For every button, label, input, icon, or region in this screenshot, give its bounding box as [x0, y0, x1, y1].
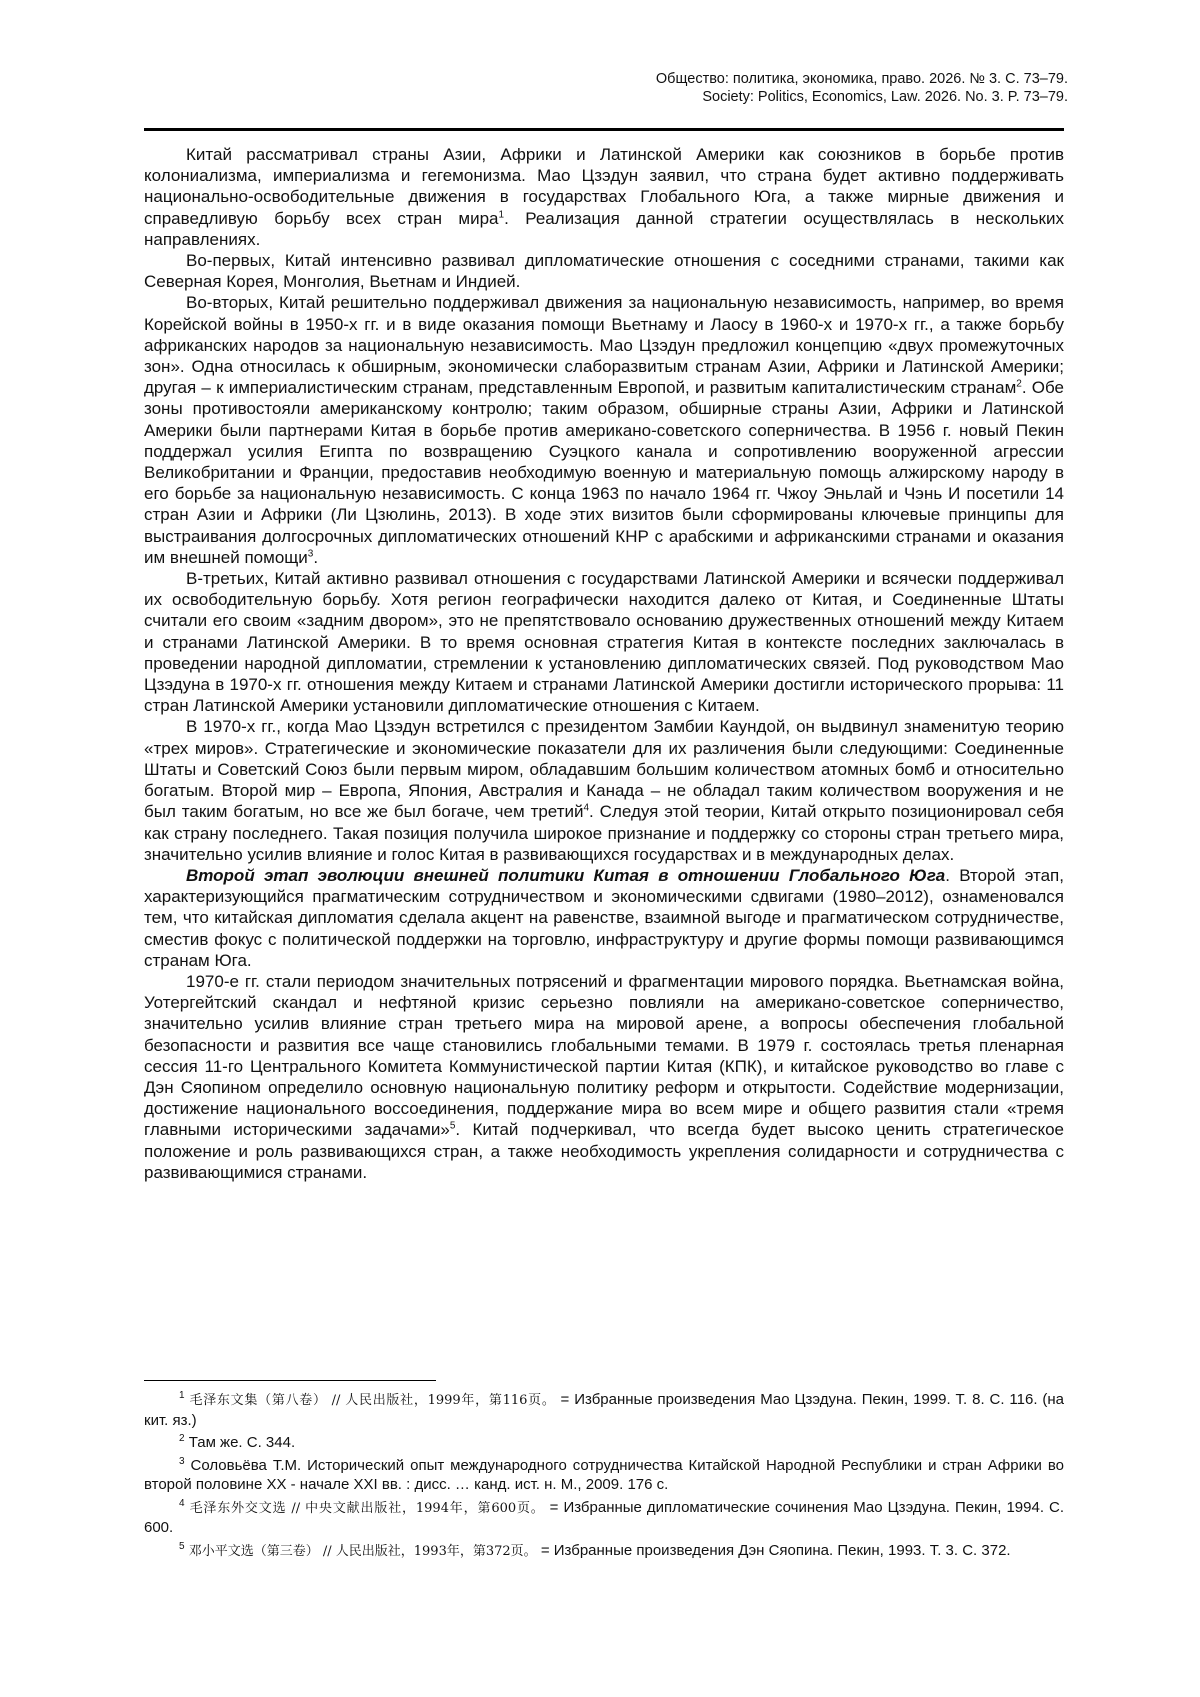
header-rule — [144, 128, 1064, 131]
footnote-cjk-title: 毛泽东文集（第八卷） // 人民出版社，1999年，第116页。 — [189, 1393, 556, 1408]
paragraph: Во-вторых, Китай решительно поддерживал движения за национальную независимость, например, во время Корейской войны в 1950-х гг. и в виде оказания помощи Вьетнаму и Лаосу в 1960-х и 1970-х гг., а также борьбу африканских народов за национальную независимость. Мао Цзэдун предложил концепцию «двух промежуточных зон». Одна относилась к обширным, экономически слаборазвитым странам Азии, Африки и Латинской Америки; другая – к империалистическим странам, представленным Европой, и развитым капиталистическим странам$^2$. Обе зоны противостояли американскому контролю; таким образом, обширные страны Азии, Африки и Латинской Америки были партнерами Китая в борьбе против американо-советского соперничества. В 1956 г. новый Пекин поддержал усилия Египта по возвращению Суэцкого канала и сопротивлению вооруженной агрессии Великобритании и Франции, предоставив необходимую военную и материальную помощь алжирскому народу в его борьбе за национальную независимость. С конца 1963 по начало 1964 гг. Чжоу Эньлай и Чэнь И посетили 14 стран Азии и Африки (Ли Цзюлинь, 2013). В ходе этих визитов были сформированы ключевые принципы для выстраивания долгосрочных дипломатических отношений КНР с арабскими и африканскими странами и оказания им внешней помощи$^3$. — [144, 293, 1064, 567]
paragraph: Во-первых, Китай интенсивно развивал дипломатические отношения с соседними странами, такими как Северная Корея, Монголия, Вьетнам и Индией. — [144, 251, 1064, 292]
footnote: $^1$ 毛泽东文集（第八卷） // 人民出版社，1999年，第116页。 = Избранные произведения Мао Цзэдуна. Пекин, 1999. Т. 8. С. 116. (на кит. яз.) — [144, 1390, 1065, 1429]
footnote-number: 4 — [179, 1497, 185, 1509]
footnote-ref[interactable]: 4 — [583, 802, 590, 814]
footnote-ref[interactable]: 5 — [449, 1120, 456, 1132]
footnote: $^3$ Соловьёва Т.М. Исторический опыт международного сотрудничества Китайской Народной Республики и стран Африки во второй половине XX - начале XXI вв. : дисс. … канд. ист. н. М., 2009. 176 с. — [144, 1455, 1064, 1493]
paragraph: 1970-е гг. стали периодом значительных потрясений и фрагментации мирового порядка. Вьетнамская война, Уотергейтский скандал и нефтяной кризис серьезно повлияли на американо-советское соперничество, значительно усилив влияние стран третьего мира на мировой арене, а вопросы обеспечения глобальной безопасности и развития все чаще становились глобальными темами. В 1979 г. состоялась третья пленарная сессия 11-го Центрального Комитета Коммунистической партии Китая (КПК), и китайское руководство во главе с Дэн Сяопином определило основную национальную политику реформ и открытости. Содействие модернизации, достижение национального воссоединения, поддержание мира во всем мире и общего развития стали «тремя главными историческими задачами»$^5$. Китай подчеркивал, что всегда будет высоко ценить стратегическое положение и роль развивающихся стран, а также необходимость укрепления солидарности и сотрудничества с развивающимися странами. — [144, 971, 1064, 1182]
paragraph: Китай рассматривал страны Азии, Африки и Латинской Америки как союзников в борьбе против колониализма, империализма и гегемонизма. Мао Цзэдун заявил, что страна будет активно поддерживать национально-освободительные движения в государствах Глобального Юга, а также мирные движения и справедливую борьбу всех стран мира$^1$. Реализация данной стратегии осуществлялась в нескольких направлениях. — [144, 145, 1064, 249]
footnote-number: 1 — [179, 1390, 185, 1401]
section-heading: Второй этап эволюции внешней политики Китая в отношении Глобального Юга — [186, 865, 946, 885]
footnote-number: 3 — [179, 1455, 185, 1467]
footnote-cjk-title: 毛泽东外交文选 // 中央文献出版社，1994年，第600页。 — [189, 1500, 545, 1516]
footnote-number: 5 — [179, 1540, 185, 1552]
article-body — [144, 144, 1064, 1183]
footnote-ref[interactable]: 3 — [307, 548, 314, 560]
journal-header — [656, 70, 1068, 106]
footnotes — [144, 1390, 1064, 1564]
footnote: $^5$ 邓小平文选（第三卷） // 人民出版社，1993年，第372页。 = Избранные произведения Дэн Сяопина. Пекин, 1993. Т. 3. С. 372. — [179, 1540, 1011, 1559]
paragraph: В 1970-х гг., когда Мао Цзэдун встретился с президентом Замбии Каундой, он выдвинул знаменитую теорию «трех миров». Стратегические и экономические показатели для их различения были следующими: Соединенные Штаты и Советский Союз были первым миром, обладавшим большим количеством атомных бомб и относительно богатым. Второй мир – Европа, Япония, Австралия и Канада – не обладал таким количеством вооружения и не был таким богатым, но все же был богаче, чем третий$^4$. Следуя этой теории, Китай открыто позиционировал себя как страну последнего. Такая позиция получила широкое признание и поддержку со стороны стран третьего мира, значительно усилив влияние и голос Китая в развивающихся государствах и в международных делах. — [144, 717, 1065, 864]
header-citation-ru: Общество: политика, экономика, право. 2026. № 3. С. 73–79. — [655, 71, 1068, 87]
footnote: $^4$ 毛泽东外交文选 // 中央文献出版社，1994年，第600页。 = Избранные дипломатические сочинения Мао Цзэдуна. Пекин, 1994. С. 600. — [144, 1497, 1065, 1536]
footnote-separator — [144, 1380, 436, 1381]
footnote: $^2$ Там же. С. 344. — [179, 1433, 296, 1451]
footnote-cjk-title: 邓小平文选（第三卷） // 人民出版社，1993年，第372页。 — [188, 1543, 537, 1559]
paragraph: В-третьих, Китай активно развивал отношения с государствами Латинской Америки и всячески поддерживал их освободительную борьбу. Хотя регион географически находится далеко от Китая, и Соединенные Штаты считали его своим «задним двором», это не препятствовало основанию дружественных отношений между Китаем и странами Латинской Америки. В то время основная стратегия Китая в контексте последних заключалась в проведении народной дипломатии, стремлении к установлению дипломатических связей. Под руководством Мао Цзэдуна в 1970-х гг. отношения между Китаем и странами Латинской Америки достигли исторического прорыва: 11 стран Латинской Америки установили дипломатические отношения с Китаем. — [144, 569, 1064, 716]
header-citation-en: Society: Politics, Economics, Law. 2026. No. 3. P. 73–79. — [702, 89, 1068, 105]
paragraph: Второй этап эволюции внешней политики Китая в отношении Глобального Юга. Второй этап, характеризующийся прагматическим сотрудничеством и экономическими сдвигами (1980–2012), ознаменовался тем, что китайская дипломатия сделала акцент на равенстве, взаимной выгоде и прагматическом сотрудничестве, сместив фокус с политической поддержки на торговлю, инфраструктуру и другие формы помощи развивающимся странам Юга. — [144, 865, 1064, 970]
footnote-ref[interactable]: 2 — [1016, 378, 1022, 390]
footnote-ref[interactable]: 1 — [498, 208, 505, 220]
footnote-number: 2 — [179, 1433, 185, 1444]
